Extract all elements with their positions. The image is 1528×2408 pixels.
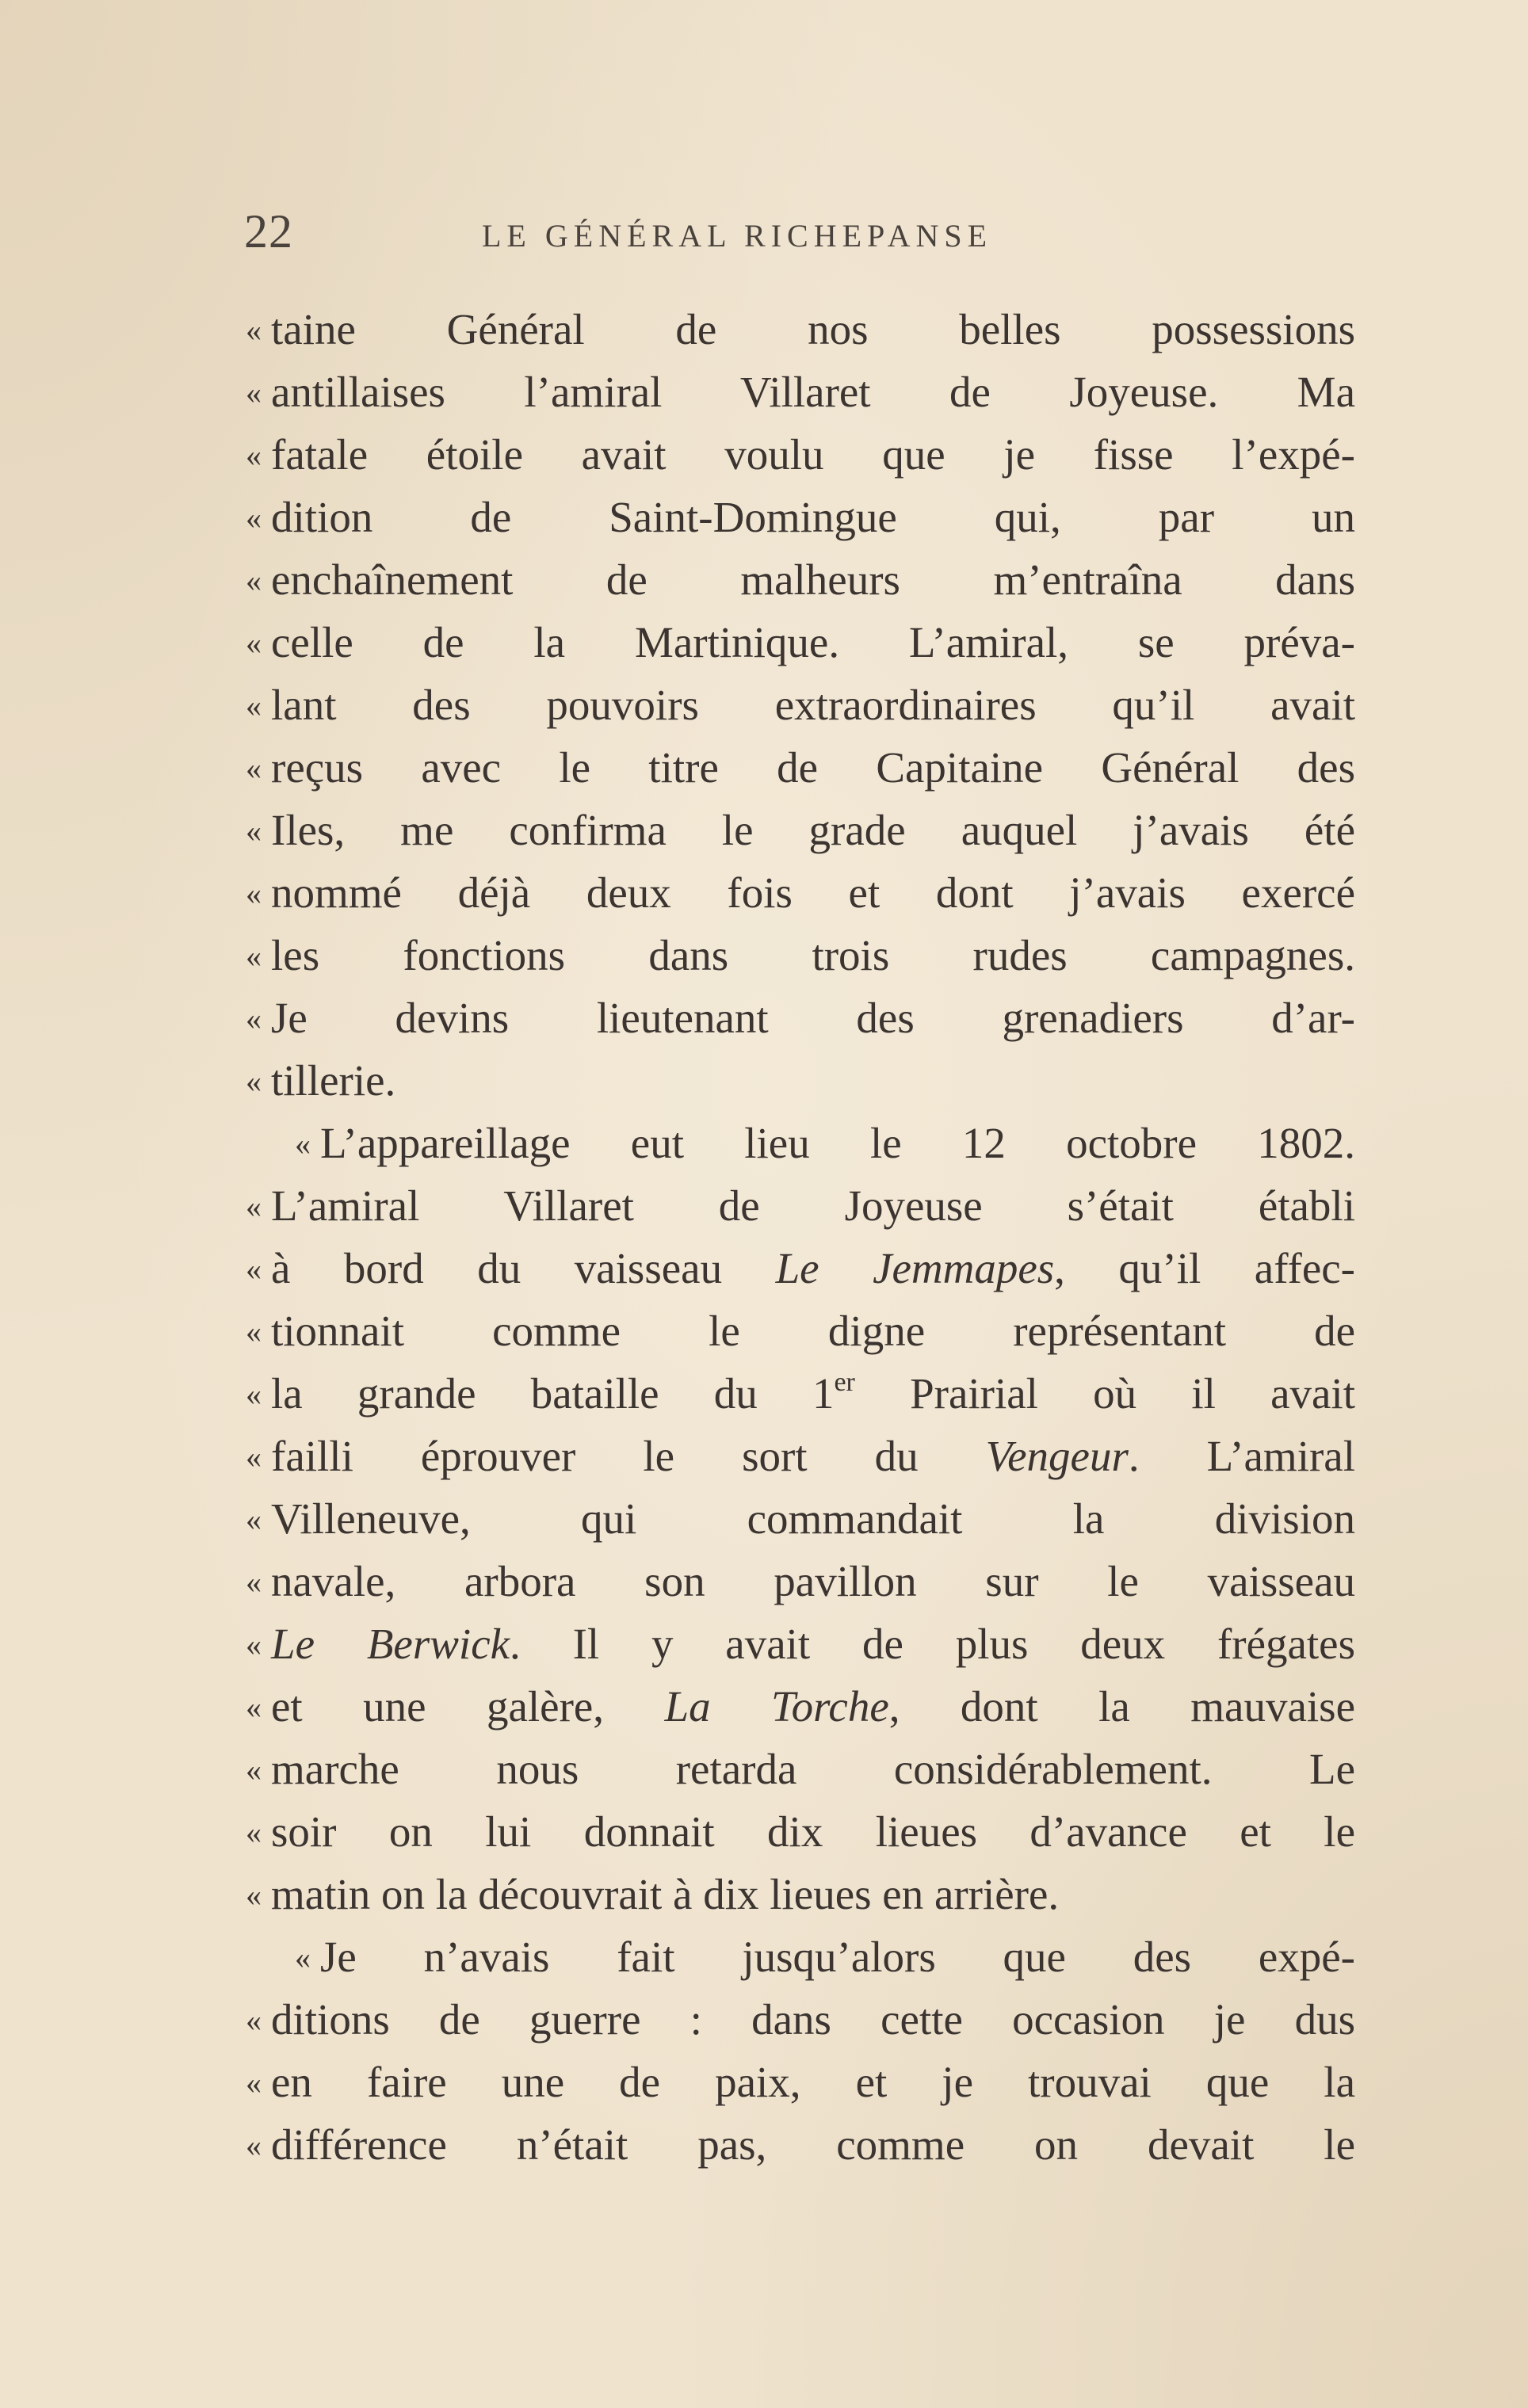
text-line: « Je devins lieutenant des grenadiers d’ar- [246, 994, 1355, 1042]
text-line: « matin on la découvrait à dix lieues en arrière. [246, 1870, 1060, 1918]
superscript: er [834, 1368, 855, 1397]
text-line: « Iles, me confirma le grade auquel j’avais été [246, 806, 1355, 854]
text-line: « L’amiral Villaret de Joyeuse s’était établi [246, 1181, 1355, 1230]
text-line: « marche nous retarda considérablement. Le [246, 1745, 1355, 1793]
text-line: « dition de Saint-Domingue qui, par un [246, 493, 1355, 541]
quote-mark: « [246, 2065, 262, 2101]
text-line: « les fonctions dans trois rudes campagnes. [246, 931, 1355, 979]
page-header [244, 204, 1369, 268]
text-line: « différence n’était pas, comme on devait le [246, 2120, 1355, 2169]
text-line: « et une galère, La Torche, dont la mauvaise [246, 1682, 1355, 1731]
quote-mark: « [295, 1126, 311, 1162]
text-line: « failli éprouver le sort du Vengeur. L’amiral [246, 1432, 1355, 1480]
quote-mark: « [246, 437, 262, 473]
ship-name: Vengeur [985, 1432, 1129, 1480]
quote-mark: « [246, 1877, 262, 1913]
quote-mark: « [246, 1314, 262, 1349]
quote-mark: « [246, 500, 262, 536]
text-line: « la grande bataille du 1er Prairial où il avait [246, 1368, 1355, 1418]
quote-mark: « [246, 1063, 262, 1099]
text-line: « Le Berwick. Il y avait de plus deux frégates [246, 1620, 1355, 1668]
quote-mark: « [246, 375, 262, 410]
page-number: 22 [244, 205, 293, 258]
text-line: « enchaînement de malheurs m’entraîna dans [246, 555, 1355, 604]
quote-mark: « [246, 876, 262, 911]
quote-mark: « [246, 1502, 262, 1537]
paragraph-start-line: « L’appareillage eut lieu le 12 octobre 1802. [295, 1119, 1355, 1167]
body-text [246, 298, 1355, 2176]
quote-mark: « [246, 813, 262, 849]
ship-name: La Torche [664, 1682, 889, 1731]
quote-mark: « [246, 312, 262, 348]
quote-mark: « [246, 750, 262, 786]
quote-mark: « [246, 1752, 262, 1788]
text-line: « taine Général de nos belles possessions [246, 305, 1355, 353]
text-line: « ditions de guerre : dans cette occasion je dus [246, 1995, 1355, 2044]
text-line: « nommé déjà deux fois et dont j’avais exercé [246, 868, 1355, 917]
quote-mark: « [246, 2002, 262, 2038]
quote-mark: « [246, 1564, 262, 1600]
text-line: « en faire une de paix, et je trouvai que la [246, 2058, 1355, 2106]
text-line: « celle de la Martinique. L’amiral, se préva- [246, 618, 1355, 666]
text-line: « Villeneuve, qui commandait la division [246, 1494, 1355, 1543]
text-line: « antillaises l’amiral Villaret de Joyeuse. Ma [246, 368, 1355, 416]
quote-mark: « [246, 1627, 262, 1662]
running-title: LE GÉNÉRAL RICHEPANSE [482, 218, 993, 254]
text-line: « à bord du vaisseau Le Jemmapes, qu’il affec- [246, 1244, 1355, 1292]
paragraph-start-line: « Je n’avais fait jusqu’alors que des expé- [295, 1933, 1355, 1981]
quote-mark: « [246, 563, 262, 598]
quote-mark: « [246, 1189, 262, 1224]
quote-mark: « [246, 625, 262, 661]
quote-mark: « [246, 1251, 262, 1287]
text-line: « fatale étoile avait voulu que je fisse l’expé- [246, 430, 1355, 479]
text-line: « navale, arbora son pavillon sur le vaisseau [246, 1557, 1355, 1605]
text-line: « reçus avec le titre de Capitaine Général des [246, 743, 1355, 792]
text-line: « soir on lui donnait dix lieues d’avance et le [246, 1807, 1355, 1856]
quote-mark: « [295, 1940, 311, 1975]
quote-mark: « [246, 1439, 262, 1475]
quote-mark: « [246, 688, 262, 723]
quote-mark: « [246, 2128, 262, 2163]
ship-name: Le Berwick [271, 1620, 510, 1668]
quote-mark: « [246, 938, 262, 974]
ship-name: Le Jemmapes [775, 1244, 1055, 1292]
quote-mark: « [246, 1815, 262, 1850]
text-line: « tionnait comme le digne représentant de [246, 1307, 1355, 1355]
quote-mark: « [246, 1001, 262, 1036]
text-line: « lant des pouvoirs extraordinaires qu’il avait [246, 681, 1355, 729]
quote-mark: « [246, 1376, 262, 1412]
text-line: « tillerie. [246, 1056, 396, 1105]
quote-mark: « [246, 1689, 262, 1725]
